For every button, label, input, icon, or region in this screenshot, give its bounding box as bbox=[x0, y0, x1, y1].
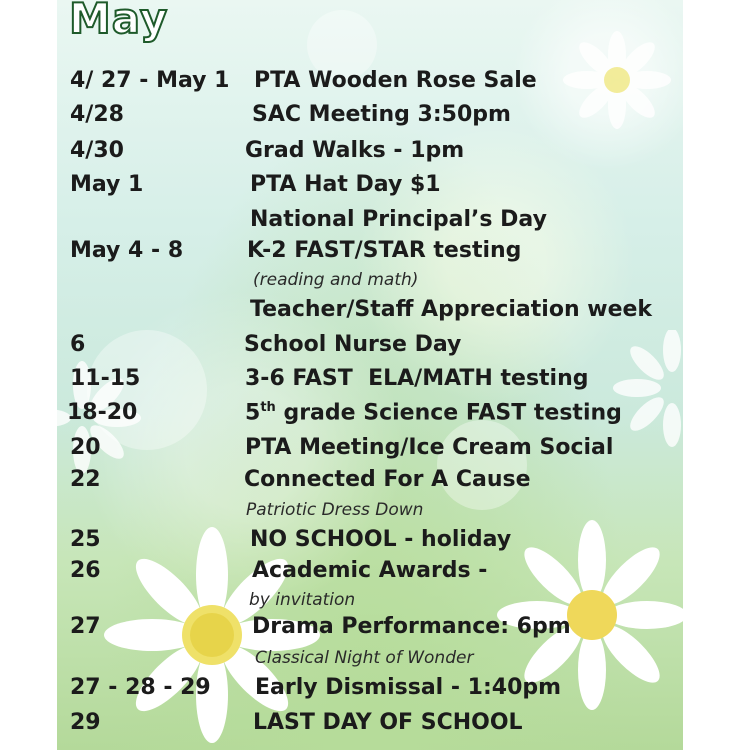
event-title: Teacher/Staff Appreciation week bbox=[250, 297, 653, 322]
event-title-text: grade Science FAST testing bbox=[275, 400, 622, 426]
event-date: 26 bbox=[70, 558, 101, 583]
event-date: 4/30 bbox=[70, 138, 124, 163]
event-title: PTA Meeting/Ice Cream Social bbox=[245, 435, 614, 460]
event-date: 11-15 bbox=[70, 366, 141, 391]
event-ordinal: 5 bbox=[245, 400, 261, 426]
event-title: School Nurse Day bbox=[244, 332, 462, 357]
bokeh-circle bbox=[437, 420, 527, 510]
event-title: Drama Performance: 6pm bbox=[252, 614, 571, 639]
event-note: by invitation bbox=[249, 590, 356, 610]
event-ordinal-suffix: th bbox=[260, 400, 276, 415]
event-note: (reading and math) bbox=[253, 270, 419, 290]
event-title: SAC Meeting 3:50pm bbox=[252, 102, 511, 127]
event-note: Classical Night of Wonder bbox=[255, 648, 474, 668]
daisy-flower-icon bbox=[612, 330, 683, 450]
event-date: 20 bbox=[70, 435, 101, 460]
event-date: 27 - 28 - 29 bbox=[70, 675, 211, 700]
event-date: 22 bbox=[70, 467, 101, 492]
event-date: 18-20 bbox=[67, 400, 138, 425]
event-title: Early Dismissal - 1:40pm bbox=[255, 675, 562, 700]
event-date: 6 bbox=[70, 332, 86, 357]
event-date: 29 bbox=[70, 710, 101, 735]
event-title: Academic Awards - bbox=[252, 558, 488, 583]
event-date: May 1 bbox=[70, 172, 144, 197]
event-date: 4/ 27 - May 1 bbox=[70, 68, 230, 93]
event-date: 4/28 bbox=[70, 102, 124, 127]
event-title: PTA Hat Day $1 bbox=[250, 172, 441, 197]
event-title: LAST DAY OF SCHOOL bbox=[253, 710, 523, 735]
event-title: K-2 FAST/STAR testing bbox=[247, 238, 522, 263]
page-title: May bbox=[69, 0, 169, 43]
event-title: PTA Wooden Rose Sale bbox=[254, 68, 537, 93]
event-note: Patriotic Dress Down bbox=[246, 500, 424, 520]
event-title: National Principal’s Day bbox=[250, 207, 547, 232]
event-date: 25 bbox=[70, 527, 101, 552]
calendar-poster bbox=[57, 0, 683, 750]
event-date: 27 bbox=[70, 614, 101, 639]
event-title: Grad Walks - 1pm bbox=[245, 138, 465, 163]
event-title: Connected For A Cause bbox=[244, 467, 531, 492]
event-title: NO SCHOOL - holiday bbox=[250, 527, 512, 552]
event-date: May 4 - 8 bbox=[70, 238, 184, 263]
event-title: 3-6 FAST ELA/MATH testing bbox=[245, 366, 589, 391]
daisy-flower-icon bbox=[557, 30, 677, 130]
event-title bbox=[245, 400, 622, 425]
